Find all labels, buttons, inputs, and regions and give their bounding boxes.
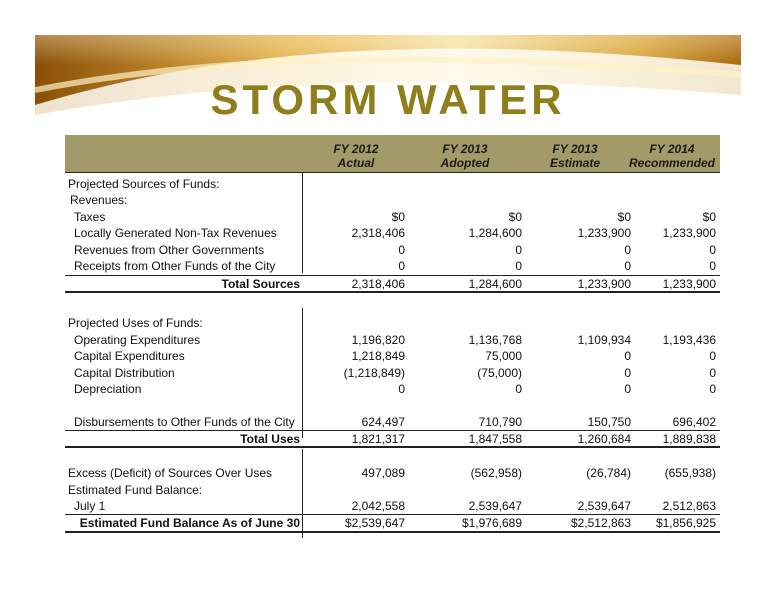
row-value: 2,512,863 bbox=[662, 499, 716, 513]
row-value: $2,539,647 bbox=[344, 516, 405, 530]
row-value: (562,958) bbox=[470, 466, 522, 480]
row-label: Depreciation bbox=[74, 382, 142, 396]
column-divider bbox=[302, 308, 303, 438]
row-value: 0 bbox=[624, 366, 631, 380]
row-value: $2,512,863 bbox=[570, 516, 631, 530]
row-value: 0 bbox=[709, 349, 716, 363]
total-row-label: Total Sources bbox=[221, 277, 300, 291]
row-value: (655,938) bbox=[664, 466, 716, 480]
row-value: 1,284,600 bbox=[468, 226, 522, 240]
row-value: 1,109,934 bbox=[577, 333, 631, 347]
column-divider bbox=[302, 449, 303, 538]
row-value: (26,784) bbox=[586, 466, 631, 480]
row-value: 0 bbox=[709, 259, 716, 273]
row-value: 2,042,558 bbox=[351, 499, 405, 513]
row-value: $0 bbox=[508, 210, 522, 224]
row-value: 0 bbox=[624, 243, 631, 257]
fund-balance-top-rule bbox=[65, 514, 720, 515]
row-value: $1,856,925 bbox=[655, 516, 716, 530]
row-value: $0 bbox=[702, 210, 716, 224]
row-value: 1,136,768 bbox=[468, 333, 522, 347]
row-value: 75,000 bbox=[485, 349, 522, 363]
column-header-fy2014-recommended: FY 2014 Recommended bbox=[628, 142, 716, 170]
row-label: Projected Sources of Funds: bbox=[68, 177, 220, 191]
row-value: 1,821,317 bbox=[351, 432, 405, 446]
page-title: STORM WATER bbox=[210, 76, 566, 123]
column-header-fy2013-adopted: FY 2013 Adopted bbox=[440, 142, 490, 170]
row-value: 2,318,406 bbox=[351, 277, 405, 291]
row-label: Projected Uses of Funds: bbox=[68, 316, 203, 330]
total-uses-bottom-rule bbox=[65, 446, 720, 448]
fund-summary-table bbox=[65, 135, 720, 538]
row-value: $1,976,689 bbox=[461, 516, 522, 530]
total-uses-top-rule bbox=[65, 430, 720, 431]
row-value: 2,539,647 bbox=[577, 499, 631, 513]
row-value: (1,218,849) bbox=[343, 366, 405, 380]
row-value: 696,402 bbox=[672, 415, 716, 429]
total-row-label: Total Uses bbox=[240, 432, 300, 446]
row-label: July 1 bbox=[74, 499, 106, 513]
row-value: 1,233,900 bbox=[577, 226, 631, 240]
row-label: Operating Expenditures bbox=[74, 333, 201, 347]
row-value: 0 bbox=[515, 243, 522, 257]
row-value: 624,497 bbox=[361, 415, 405, 429]
row-label: Receipts from Other Funds of the City bbox=[74, 259, 276, 273]
row-value: 1,196,820 bbox=[351, 333, 405, 347]
row-value: $0 bbox=[391, 210, 405, 224]
row-value: 1,889,838 bbox=[662, 432, 716, 446]
row-value: 150,750 bbox=[587, 415, 631, 429]
row-label: Revenues from Other Governments bbox=[74, 243, 265, 257]
row-value: 0 bbox=[624, 382, 631, 396]
row-value: 0 bbox=[398, 382, 405, 396]
row-label: Disbursements to Other Funds of the City bbox=[74, 415, 295, 429]
row-value: 1,233,900 bbox=[662, 226, 716, 240]
row-value: 1,233,900 bbox=[577, 277, 631, 291]
row-value: 0 bbox=[624, 259, 631, 273]
total-row-label: Estimated Fund Balance As of June 30 bbox=[79, 516, 300, 530]
row-value: 1,284,600 bbox=[468, 277, 522, 291]
row-value: 497,089 bbox=[361, 466, 405, 480]
row-value: 710,790 bbox=[478, 415, 522, 429]
row-label: Locally Generated Non-Tax Revenues bbox=[74, 226, 277, 240]
row-label: Excess (Deficit) of Sources Over Uses bbox=[68, 466, 273, 480]
row-value: 0 bbox=[398, 259, 405, 273]
row-value: 0 bbox=[515, 382, 522, 396]
row-value: 1,847,558 bbox=[468, 432, 522, 446]
total-sources-bottom-rule bbox=[65, 291, 720, 293]
row-value: 0 bbox=[709, 243, 716, 257]
column-header-fy2013-estimate: FY 2013 Estimate bbox=[549, 142, 601, 170]
row-label: Capital Distribution bbox=[74, 366, 175, 380]
total-sources-top-rule bbox=[65, 275, 720, 276]
fund-balance-bottom-rule bbox=[65, 531, 720, 533]
row-label: Revenues: bbox=[70, 193, 128, 207]
column-header-fy2012-actual: FY 2012 Actual bbox=[333, 142, 379, 170]
row-value: 1,233,900 bbox=[662, 277, 716, 291]
row-value: (75,000) bbox=[477, 366, 522, 380]
row-value: 0 bbox=[398, 243, 405, 257]
row-value: 0 bbox=[624, 349, 631, 363]
column-divider bbox=[302, 172, 303, 273]
row-label: Estimated Fund Balance: bbox=[68, 483, 203, 497]
row-value: 2,318,406 bbox=[351, 226, 405, 240]
row-value: 1,193,436 bbox=[662, 333, 716, 347]
row-value: 1,218,849 bbox=[351, 349, 405, 363]
row-value: $0 bbox=[617, 210, 631, 224]
row-label: Capital Expenditures bbox=[74, 349, 185, 363]
row-value: 0 bbox=[709, 366, 716, 380]
row-value: 1,260,684 bbox=[577, 432, 631, 446]
row-value: 2,539,647 bbox=[468, 499, 522, 513]
row-value: 0 bbox=[515, 259, 522, 273]
row-label: Taxes bbox=[74, 210, 106, 224]
row-value: 0 bbox=[709, 382, 716, 396]
header-rule bbox=[65, 172, 720, 173]
